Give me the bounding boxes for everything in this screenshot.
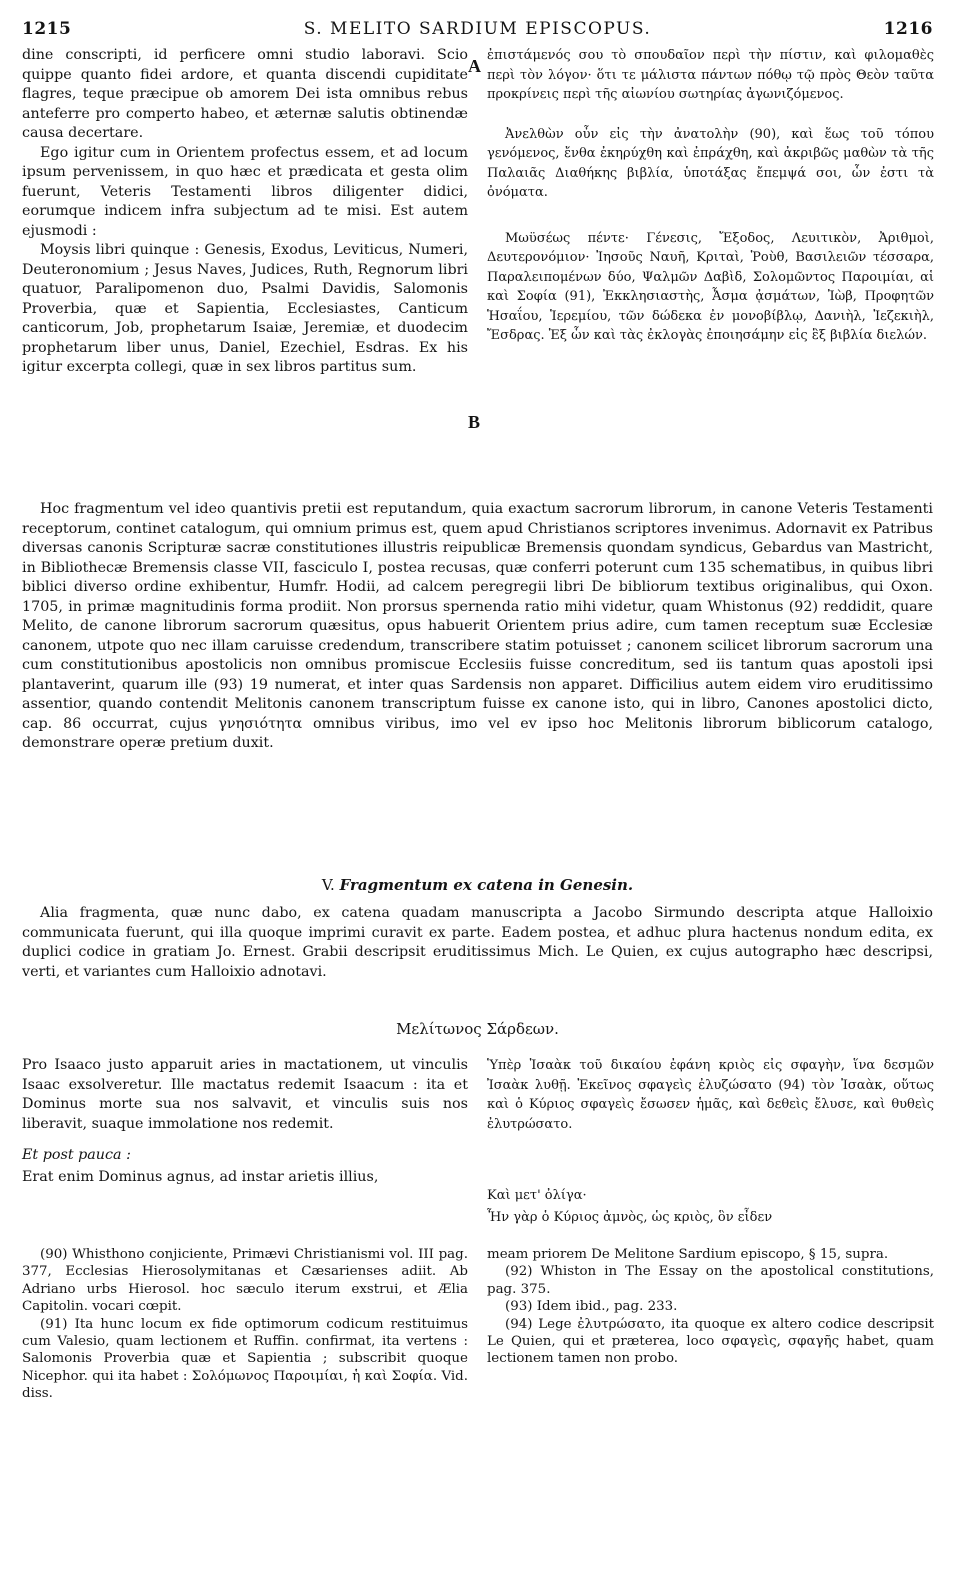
section-heading [22,876,933,894]
footnote-94: (94) Lege ἐλυτρώσατο, ita quoque ex altero codice descripsit Le Quien, qui et præterea, loco σφαγεὶς, σφαγῆς habet, quam lectionem tamen non probo. [487,1316,934,1367]
latin-paragraph: Ego igitur cum in Orientem profectus essem, et ad locum ipsum pervenissem, in quo hæc et prædicata et gesta olim fuerunt, Veteris Testamenti libros diligenter didici, eorumque indicem infra subjectum ad te misi. Est autem ejusmodi : [22,144,468,239]
page-number-right: 1216 [883,19,933,39]
greek-paragraph: Ἀνελθὼν οὖν εἰς τὴν ἀνατολὴν (90), καὶ ἕως τοῦ τόπου γενόμενος, ἔνθα ἐκηρύχθη καὶ ἐπράχθη, καὶ ἀκριβῶς μαθὼν τὰ τῆς Παλαιᾶς Διαθήκης βιβλία, ὑποτάξας ἔπεμψά σοι, ὧν ἐστι τὰ ὀνόματα. [487,126,934,200]
footnote-93: (93) Idem ibid., pag. 233. [505,1299,678,1315]
latin-fragment-text: Pro Isaaco justo apparuit aries in mactationem, ut vinculis Isaac exsolveretur. Ille mactatus redemit Isaacum : ita et Dominus morte sua nos salvavit, et vinculis suis nos liberavit, suaque immolatione nos redemit. [22,1057,468,1132]
greek-column-top [487,46,934,346]
column-marker-a: A [468,56,481,76]
running-title: S. MELITO SARDIUM EPISCOPUS. [303,19,652,39]
greek-paragraph: ἐπιστάμενός σου τὸ σπουδαῖον περὶ τὴν πίστιν, καὶ φιλομαθὲς περὶ τὸν λόγον· ὅτι τε μάλιστα πάντων πόθῳ τῷ πρὸς Θεὸν ταῦτα προκρίνεις περὶ τῆς αἰωνίου σωτηρίας ἀγωνιζόμενος. [487,48,934,102]
footnote-92: (92) Whiston in The Essay on the apostolical constitutions, pag. 375. [487,1264,934,1297]
latin-post-pauca [22,1146,468,1166]
footnotes-left [22,1246,468,1403]
greek-post-pauca: Καὶ μετ' ὀλίγα· [487,1188,587,1203]
latin-fragment [22,1056,468,1187]
greek-fragment-text: Ὑπὲρ Ἰσαὰκ τοῦ δικαίου ἐφάνη κριὸς εἰς σφαγὴν, ἵνα δεσμῶν Ἰσαὰκ λυθῇ. Ἐκεῖνος σφαγεὶς ἐλυζώσατο (94) τὸν Ἰσαὰκ, οὕτως καὶ ὁ Κύριος σφαγεὶς ἔσωσεν ἡμᾶς, καὶ δεθεὶς ἔλυσε, καὶ θυθεὶς ἐλυτρώσατο. [487,1058,934,1132]
latin-paragraph: dine conscripti, id perficere omni studio laboravi. Scio quippe quanto fidei ardore, et quanta discendi cupiditate flagres, teque præcipue ob amorem Dei ista omnibus rebus anteferre pro comperto habeo, et æternæ salutis obtinendæ causa decertare. [22,47,468,141]
latin-column-top [22,46,468,378]
page-number-left: 1215 [22,19,72,39]
section-title: Fragmentum ex catena in Genesin. [339,876,634,894]
greek-paragraph: Μωϋσέως πέντε· Γένεσις, Ἔξοδος, Λευιτικὸν, Ἀριθμοὶ, Δευτερονόμιον· Ἰησοῦς Ναυῆ, Κριταὶ, Ῥοὺθ, Βασιλειῶν τέσσαρα, Παραλειπομένων δύο, Ψαλμῶν Δαβὶδ, Σολομῶντος Παροιμίαι, αἱ καὶ Σοφία (91), Ἐκκλησιαστὴς, Ἆσμα ᾀσμάτων, Ἰὼβ, Προφητῶν Ἡσαΐου, Ἱερεμίου, τῶν δώδεκα ἐν μονοβίβλῳ, Δανιὴλ, Ἰεζεκιὴλ, Ἔσδρας. Ἐξ ὧν καὶ τὰς ἐκλογὰς ἐποιησάμην εἰς ἓξ βιβλία διελών. [487,230,934,343]
commentary-paragraph: Hoc fragmentum vel ideo quantivis pretii est reputandum, quia exactum sacrorum librorum, in canone Veteris Testamenti receptorum, continet catalogum, qui omnium primus est, quem apud Christianos scriptores invenimus. Adornavit ex Patribus diversas canonis Scripturæ sacræ constitutiones illustris reipublicæ Bremensis quondam syndicus, Gebardus van Mastricht, in Bibliothecæ Bremensis classe VII, fasciculo I, postea recusas, quæ conferri poterunt cum 135 schematibus, in quibus libri biblici diverso ordine exhibentur, Humfr. Hodii, ad calcem peregregii libri De bibliorum textibus originalibus, qui Oxon. 1705, in primæ magnitudinis forma prodiit. Non prorsus spernenda ratio mihi videtur, quam Whistonus (92) reddidit, quare Melito, de canone librorum sacrorum quæsitus, opus habuerit Orientem prius adire, cum tamen receptum suæ Ecclesiæ canonem, utpote quo nec illam caruisse credendum, transcribere statim potuisset ; canonem scilicet librorum sacrorum una cum constitutionibus apostolicis non omnibus promiscue Ecclesiis fuisse concreditum, sed iis tantum quas apostoli ipsi plantaverint, quarum ille (93) 19 numerat, et inter quas Sardensis non apparet. Difficilius autem eidem viro eruditissimo assentior, quando contendit Melitonis canonem transcriptum fuisse ex canone isto, qui in libro, Canones apostolici dicto, cap. 86 occurrat, cujus γνησιότητα omnibus viribus, imo vel ev ipso hoc Melitonis librorum biblicorum catalogo, demonstrare operæ pretium duxit. [22,501,933,751]
section-intro [22,904,933,982]
section-number: V. [321,876,335,894]
column-marker-b: B [468,412,481,432]
latin-last-line: Erat enim Dominus agnus, ad instar arietis illius, [22,1168,379,1185]
footnotes-right [487,1246,934,1368]
latin-paragraph: Moysis libri quinque : Genesis, Exodus, Leviticus, Numeri, Deuteronomium ; Jesus Naves, Judices, Ruth, Regnorum libri quatuor, Paralipomenon duo, Psalmi Davidis, Salomonis Proverbia, quæ et Sapientia, Ecclesiastes, Canticum canticorum, Job, prophetarum Isaiæ, Jeremiæ, et duodecim prophetarum liber unus, Daniel, Ezechiel, Esdras. Ex his igitur excerpta collegi, quæ in sex libros partitus sum. [22,242,468,375]
greek-fragment [487,1056,934,1227]
footnote-90: (90) Whisthono conjiciente, Primævi Christianismi vol. III pag. 377, Ecclesias Hierosolymitanas et Cæsarienses adiit. Ab Adriano urbs Hierosol. hoc sæculo iterum exstrui, et Ælia Capitolin. vocari cœpit. [22,1247,468,1315]
greek-heading: Μελίτωνος Σάρδεων. [396,1020,559,1038]
greek-last-line: Ἦν γὰρ ὁ Κύριος ἀμνὸς, ὡς κριὸς, ὃν εἶδεν [487,1209,773,1225]
latin-post-pauca-text: Et post pauca : [22,1147,131,1163]
footnote-continuation: meam priorem De Melitone Sardium episcopo, § 15, supra. [487,1247,889,1262]
intro-paragraph: Alia fragmenta, quæ nunc dabo, ex catena quadam manuscripta a Jacobo Sirmundo descripta atque Halloixio communicata fuerunt, qui illa quoque imprimi curavit ex parte. Eadem postea, et adhuc plura hactenus nondum edita, ex duplici codice in gratiam Jo. Ernest. Grabii descripsit eruditissimus Mich. Le Quien, ex cujus autographo hæc descripsi, verti, et variantes cum Halloixio adnotavi. [22,905,933,980]
footnote-91: (91) Ita hunc locum ex fide optimorum codicum restituimus cum Valesio, quam lectionem et Ruffin. confirmat, ita vertens : Salomonis Proverbia quæ et Sapientia ; subscribit quoque Nicephor. qui ita habet : Σολόμωνος Παροιμίαι, ἡ καὶ Σοφία. Vid. diss. [22,1316,468,1402]
commentary [22,500,933,754]
page-header [22,14,933,44]
